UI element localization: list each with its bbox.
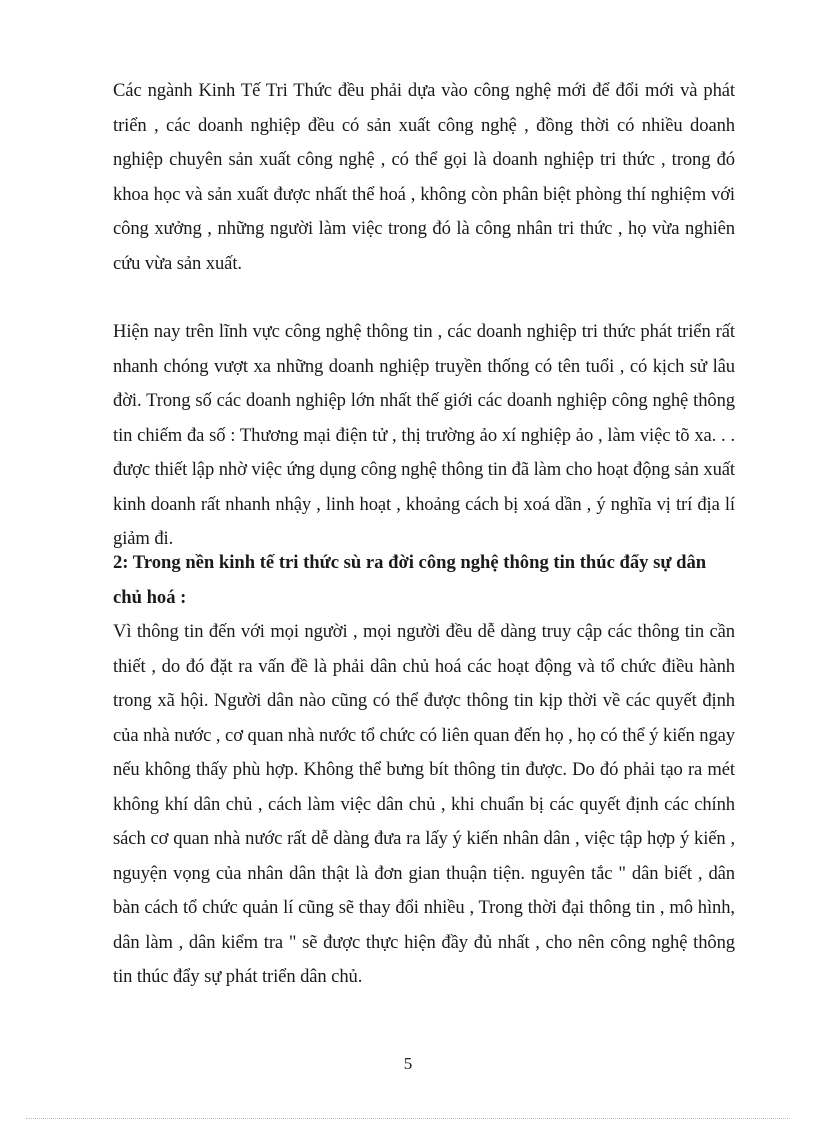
page-bottom-divider bbox=[26, 1118, 790, 1119]
section-heading-democratization: 2: Trong nền kinh tế tri thức sù ra đời công nghệ thông tin thúc đẩy sự dân chủ hoá : bbox=[113, 552, 707, 608]
page-number: 5 bbox=[403, 1054, 413, 1073]
paragraph-it-enterprises: Hiện nay trên lĩnh vực công nghệ thông tin , các doanh nghiệp tri thức phát triển rất nhanh chóng vượt xa những doanh nghiệp truyền thống có tên tuổi , có kịch sử lâu đời. Trong số các doanh nghiệp lớn nhất thế giới các doanh nghiệp công nghệ thông tin chiếm đa số : Thương mại điện tử , thị trường ảo xí nghiệp ảo , làm việc tõ xa. . . được thiết lập nhờ việc ứng dụng công nghệ thông tin đã làm cho hoạt động sản xuất kinh doanh rất nhanh nhậy , linh hoạt , khoảng cách bị xoá dần , ý nghĩa vị trí địa lí giảm đi. bbox=[113, 321, 735, 549]
paragraph-knowledge-economy: Các ngành Kinh Tế Tri Thức đều phải dựa vào công nghệ mới để đổi mới và phát triển , các doanh nghiệp đều có sản xuất công nghệ , đồng thời có nhiều doanh nghiệp chuyên sản xuất công nghệ , có thể gọi là doanh nghiệp tri thức , trong đó khoa học và sản xuất được nhất thể hoá , không còn phân biệt phòng thí nghiệm với công xưởng , những người làm việc trong đó là công nhân tri thức , họ vừa nghiên cứu vừa sản xuất. bbox=[113, 80, 735, 274]
paragraph-democratization: Vì thông tin đến với mọi người , mọi người đều dễ dàng truy cập các thông tin cần thiết , do đó đặt ra vấn đề là phải dân chủ hoá các hoạt động và tổ chức điều hành trong xã hội. Người dân nào cũng có thể được thông tin kịp thời về các quyết định của nhà nước , cơ quan nhà nước tổ chức có liên quan đến họ , họ có thể ý kiến ngay nếu không thấy phù hợp. Không thể bưng bít thông tin được. Do đó phải tạo ra mét không khí dân chủ , cách làm việc dân chủ , khi chuẩn bị các quyết định các chính sách cơ quan nhà nước rất dễ dàng đưa ra lấy ý kiến nhân dân , việc tập hợp ý kiến , nguyện vọng của nhân dân thật là đơn gian thuận tiện. nguyên tắc " dân biết , dân bàn cách tổ chức quản lí cũng sẽ thay đổi nhiều , Trong thời đại thông tin , mô hình, dân làm , dân kiểm tra " sẽ được thực hiện đầy đủ nhất , cho nên công nghệ thông tin thúc đẩy sự phát triển dân chủ. bbox=[113, 621, 735, 987]
